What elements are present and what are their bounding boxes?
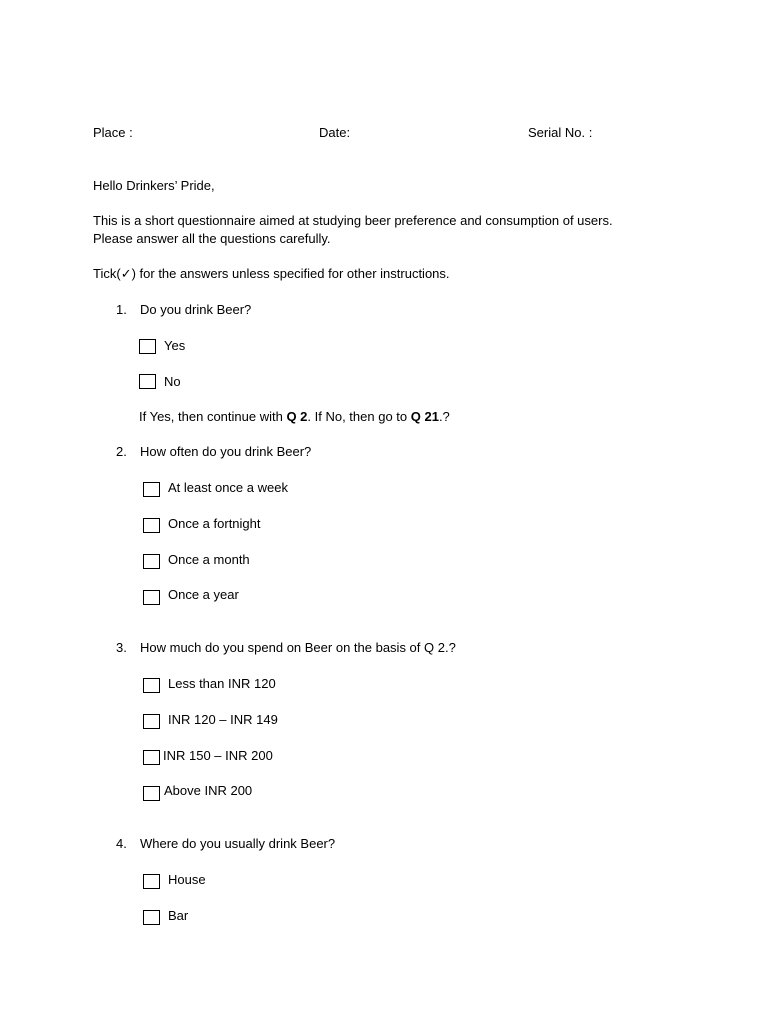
- place-label: Place :: [93, 125, 133, 140]
- option-q4-2: Bar: [168, 908, 189, 923]
- checkbox-q3-option-2[interactable]: [143, 714, 160, 729]
- question-3-number: 3.: [116, 640, 127, 655]
- checkbox-q3-option-1[interactable]: [143, 678, 160, 693]
- note-part-1: If Yes, then continue with: [139, 409, 287, 424]
- checkbox-q1-yes[interactable]: [139, 339, 156, 354]
- checkbox-q2-option-4[interactable]: [143, 590, 160, 605]
- tick-instruction: [93, 266, 450, 282]
- question-3-text: How much do you spend on Beer on the basis of Q 2.?: [140, 640, 456, 655]
- tick-suffix: ) for the answers unless specified for other instructions.: [131, 266, 450, 281]
- option-q1-no: No: [164, 374, 181, 389]
- checkbox-q2-option-2[interactable]: [143, 518, 160, 533]
- note-part-3: .?: [438, 409, 450, 424]
- checkbox-q2-option-1[interactable]: [143, 482, 160, 497]
- option-q1-yes: Yes: [164, 338, 186, 353]
- option-q3-3: INR 150 – INR 200: [163, 748, 273, 763]
- question-4-number: 4.: [116, 836, 127, 851]
- note-bold-q21: Q 21: [410, 409, 439, 424]
- option-q2-3: Once a month: [168, 552, 250, 567]
- question-2-text: How often do you drink Beer?: [140, 444, 312, 459]
- question-1-number: 1.: [116, 302, 127, 317]
- option-q2-1: At least once a week: [168, 480, 288, 495]
- intro-line-1: This is a short questionnaire aimed at studying beer preference and consumption of users.: [93, 213, 613, 228]
- tick-prefix: Tick(: [93, 266, 121, 281]
- tick-mark-icon: ✓: [120, 266, 132, 281]
- option-q4-1: House: [168, 872, 206, 887]
- question-4-text: Where do you usually drink Beer?: [140, 836, 336, 851]
- checkbox-q1-no[interactable]: [139, 374, 156, 389]
- option-q2-2: Once a fortnight: [168, 516, 261, 531]
- option-q3-4: Above INR 200: [164, 783, 253, 798]
- checkbox-q4-option-2[interactable]: [143, 910, 160, 925]
- note-bold-q2: Q 2: [286, 409, 308, 424]
- checkbox-q2-option-3[interactable]: [143, 554, 160, 569]
- question-1-skip-note: [139, 409, 450, 425]
- question-2-number: 2.: [116, 444, 127, 459]
- greeting: Hello Drinkers’ Pride,: [93, 178, 215, 193]
- date-label: Date:: [319, 125, 351, 140]
- checkbox-q4-option-1[interactable]: [143, 874, 160, 889]
- intro-line-2: Please answer all the questions carefully.: [93, 231, 331, 246]
- serial-number-label: Serial No. :: [528, 125, 593, 140]
- question-1-text: Do you drink Beer?: [140, 302, 252, 317]
- note-part-2: . If No, then go to: [307, 409, 411, 424]
- option-q2-4: Once a year: [168, 587, 239, 602]
- checkbox-q3-option-3[interactable]: [143, 750, 160, 765]
- option-q3-1: Less than INR 120: [168, 676, 276, 691]
- option-q3-2: INR 120 – INR 149: [168, 712, 278, 727]
- checkbox-q3-option-4[interactable]: [143, 786, 160, 801]
